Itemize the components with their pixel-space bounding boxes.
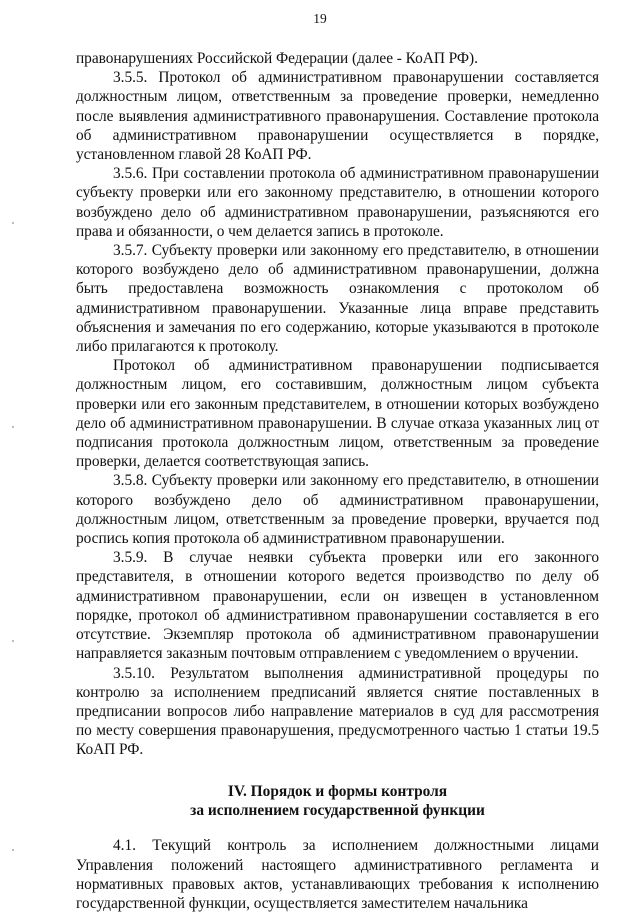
paragraph-3-5-6: 3.5.6. При составлении протокола об административном правонарушении субъекту проверки или его законному представителю, в отношении которого возбуждено дело об административном правонарушении, разъясняются его права и обязанности, о чем делается запись в протоколе.	[76, 165, 599, 240]
scan-margin-mark	[12, 849, 14, 851]
paragraph-3-5-9: 3.5.9. В случае неявки субъекта проверки или его законного представителя, в отношении которого ведется производство по делу об административном правонарушении, если он извещен в установленном порядке, протокол об административном правонарушении составляется в его отсутствие. Экземпляр протокола об административном правонарушении направляется заказным почтовым отправлением с уведомлением о вручении.	[76, 549, 599, 663]
section-heading-line-2: за исполнением государственной функции	[190, 801, 485, 819]
scan-margin-mark	[12, 222, 14, 224]
paragraph-3-5-7: 3.5.7. Субъекту проверки или законному его представителю, в отношении которого возбуждено дело об административном правонарушении, должна быть предоставлена возможность ознакомления с протоколом об административном правонарушении. Указанные лица вправе представить объяснения и замечания по его содержанию, которые указываются в протоколе либо прилагаются к протоколу.	[76, 242, 599, 356]
document-body	[76, 49, 599, 913]
paragraph-3-5-10: 3.5.10. Результатом выполнения административной процедуры по контролю за исполнением предписаний является снятие поставленных в предписании вопросов либо направление материалов в суд для рассмотрения по месту совершения правонарушения, предусмотренного частью 1 статьи 19.5 КоАП РФ.	[76, 664, 599, 759]
scan-margin-mark	[12, 426, 14, 428]
paragraph-4-1: 4.1. Текущий контроль за исполнением должностными лицами Управления положений настоящего административного регламента и нормативных правовых актов, устанавливающих требования к исполнению государственной функции, осуществляется заместителем начальника	[76, 837, 599, 912]
scan-margin-mark	[12, 640, 14, 642]
paragraph-continuation: правонарушениях Российской Федерации (далее - КоАП РФ).	[76, 50, 478, 67]
section-heading	[76, 782, 599, 821]
paragraph-protocol-signing: Протокол об административном правонарушении подписывается должностным лицом, его составившим, должностным лицом субъекта проверки или его законным представителем, в отношении которых возбуждено дело об административном правонарушении. В случае отказа указанных лиц от подписания протокола должностным лицом, ответственным за проведение проверки, делается соответствующая запись.	[76, 357, 599, 471]
page-number: 19	[313, 11, 327, 26]
paragraph-3-5-8: 3.5.8. Субъекту проверки или законному его представителю, в отношении которого возбуждено дело об административном правонарушении, должностным лицом, ответственным за проведение проверки, вручается под роспись копия протокола об административном правонарушении.	[76, 472, 599, 548]
section-heading-line-1: IV. Порядок и формы контроля	[227, 782, 448, 800]
paragraph-3-5-5: 3.5.5. Протокол об административном правонарушении составляется должностным лицом, ответственным за проведение проверки, немедленно после выявления административного правонарушения. Составление протокола об административном правонарушении осуществляется в порядке, установленном главой 28 КоАП РФ.	[76, 69, 599, 164]
